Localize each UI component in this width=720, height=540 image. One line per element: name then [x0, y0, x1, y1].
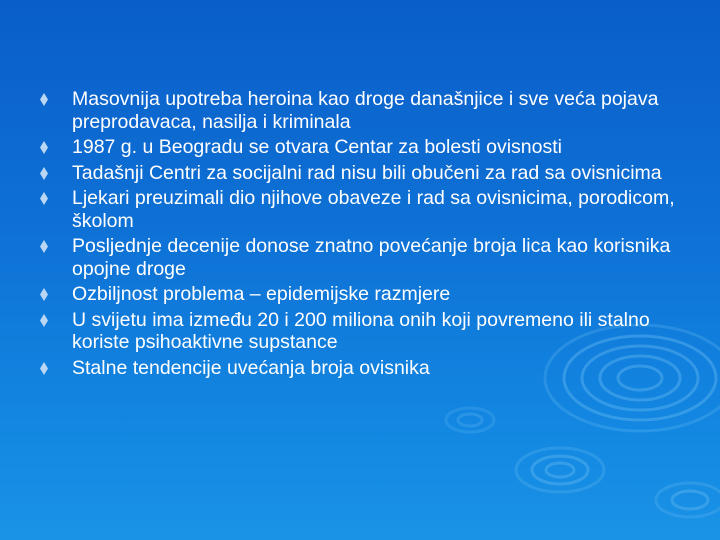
- list-item: [38, 162, 698, 185]
- diamond-bullet-icon: [40, 240, 48, 253]
- bullet-text: Masovnija upotreba heroina kao droge današnjice i sve veća pojava preprodavaca, nasilja i kriminala: [72, 88, 659, 133]
- list-item: [38, 235, 698, 280]
- list-item: [38, 309, 698, 354]
- bullet-text: U svijetu ima između 20 i 200 miliona onih koji povremeno ili stalno koriste psihoaktivne supstance: [72, 308, 650, 353]
- diamond-bullet-icon: [40, 167, 48, 180]
- list-item: [38, 357, 698, 380]
- diamond-bullet-icon: [40, 288, 48, 301]
- diamond-bullet-icon: [40, 362, 48, 375]
- bullet-list: [38, 88, 698, 382]
- list-item: [38, 88, 698, 133]
- list-item: [38, 187, 698, 232]
- diamond-bullet-icon: [40, 141, 48, 154]
- list-item: [38, 136, 698, 159]
- list-item: [38, 283, 698, 306]
- bullet-text: Ozbiljnost problema – epidemijske razmjere: [72, 283, 451, 305]
- diamond-bullet-icon: [40, 192, 48, 205]
- bullet-text: Stalne tendencije uvećanja broja ovisnika: [72, 356, 430, 379]
- bullet-text: Ljekari preuzimali dio njihove obaveze i rad sa ovisnicima, porodicom, školom: [72, 187, 675, 232]
- bullet-text: Tadašnji Centri za socijalni rad nisu bili obučeni za rad sa ovisnicima: [72, 161, 662, 184]
- bullet-text: Posljednje decenije donose znatno povećanje broja lica kao korisnika opojne droge: [72, 235, 671, 280]
- bullet-text: 1987 g. u Beogradu se otvara Centar za bolesti ovisnosti: [72, 136, 562, 158]
- diamond-bullet-icon: [40, 93, 48, 106]
- diamond-bullet-icon: [40, 314, 48, 327]
